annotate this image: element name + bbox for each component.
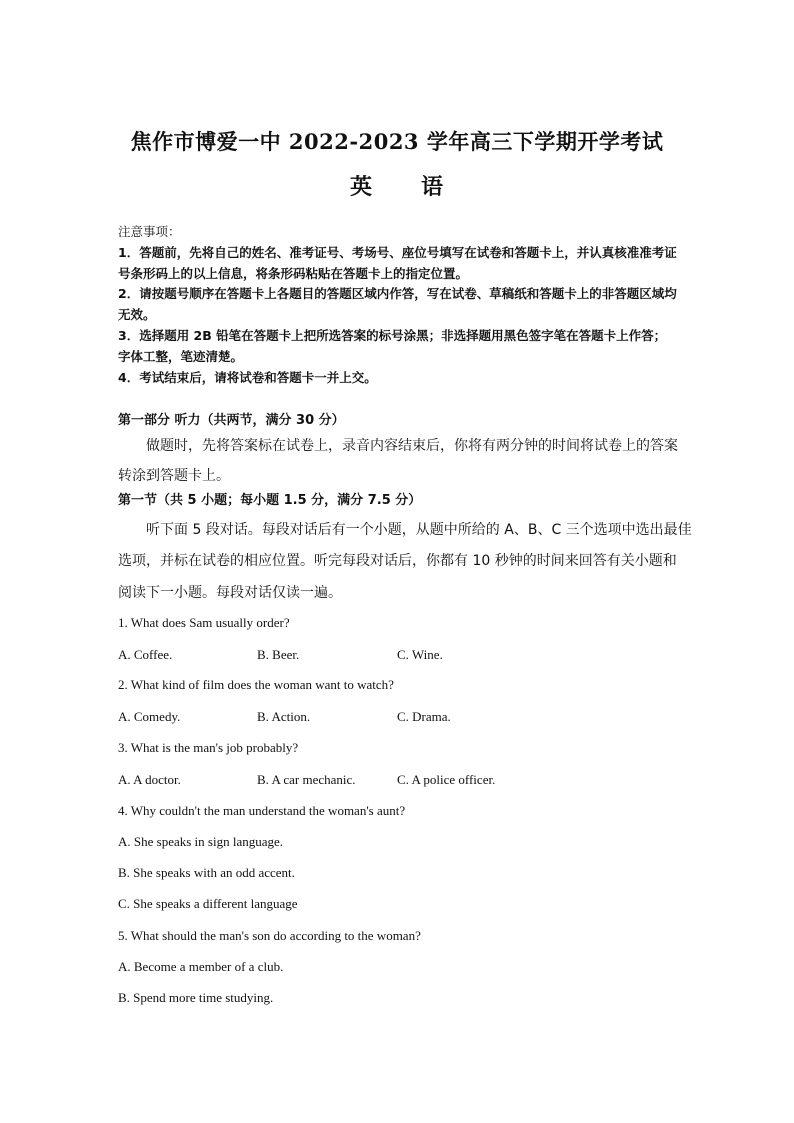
question-3: 3. What is the man's job probably? [118,740,299,755]
option-c: C. A police officer. [397,772,496,787]
question-4: 4. Why couldn't the man understand the woman's aunt? [118,803,406,818]
option-b: B. Action. [257,709,311,724]
subject-char-1: 英 [349,174,373,200]
exam-title: 焦作市博爱一中 2022-2023 学年高三下学期开学考试 [130,129,664,154]
notes-item: 3．选择题用 2B 铅笔在答题卡上把所选答案的标号涂黑；非选择题用黑色签字笔在答题卡上作答；字体工整，笔迹清楚。 [118,327,667,364]
question-2: 2. What kind of film does the woman want to watch? [118,677,394,692]
option-b: B. Beer. [257,647,300,662]
option-c: C. Wine. [397,647,443,662]
option-a: A. She speaks in sign language. [118,834,284,849]
part1-instruction: 转涂到答题卡上。 [118,468,230,484]
option-c: C. She speaks a different language [118,896,298,911]
option-b: B. She speaks with an odd accent. [118,865,295,880]
option-a: A. Become a member of a club. [118,959,284,974]
notes-item: 1．答题前，先将自己的姓名、准考证号、考场号、座位号填写在试卷和答题卡上，并认真核准准考证号条形码上的以上信息，将条形码粘贴在答题卡上的指定位置。 [118,244,677,281]
notes-heading: 注意事项： [118,224,181,239]
option-a: A. A doctor. [118,772,181,787]
option-b: B. A car mechanic. [257,772,356,787]
section1-instruction: 阅读下一小题。每段对话仅读一遍。 [118,585,342,601]
section1-heading: 第一节（共 5 小题；每小题 1.5 分，满分 7.5 分） [118,493,422,508]
question-1: 1. What does Sam usually order? [118,615,290,630]
notes-item: 2．请按题号顺序在答题卡上各题目的答题区域内作答，写在试卷、草稿纸和答题卡上的非答题区域均无效。 [118,286,677,323]
part1-instruction: 做题时，先将答案标在试卷上，录音内容结束后，你将有两分钟的时间将试卷上的答案 [146,438,678,454]
notes-item: 4．考试结束后，请将试卷和答题卡一并上交。 [118,369,377,385]
option-c: C. Drama. [397,709,451,724]
option-a: A. Comedy. [118,709,181,724]
option-a: A. Coffee. [118,647,173,662]
subject-title [0,170,794,201]
part1-heading: 第一部分 听力（共两节，满分 30 分） [118,413,345,428]
subject-char-2: 语 [421,174,445,200]
section1-instruction: 选项，并标在试卷的相应位置。听完每段对话后，你都有 10 秒钟的时间来回答有关小题和 [118,553,677,569]
question-5: 5. What should the man's son do according to the woman? [118,928,421,943]
option-b: B. Spend more time studying. [118,990,274,1005]
exam-notes [118,222,678,388]
section1-instruction: 听下面 5 段对话。每段对话后有一个小题，从题中所给的 A、B、C 三个选项中选出最佳 [146,522,692,538]
